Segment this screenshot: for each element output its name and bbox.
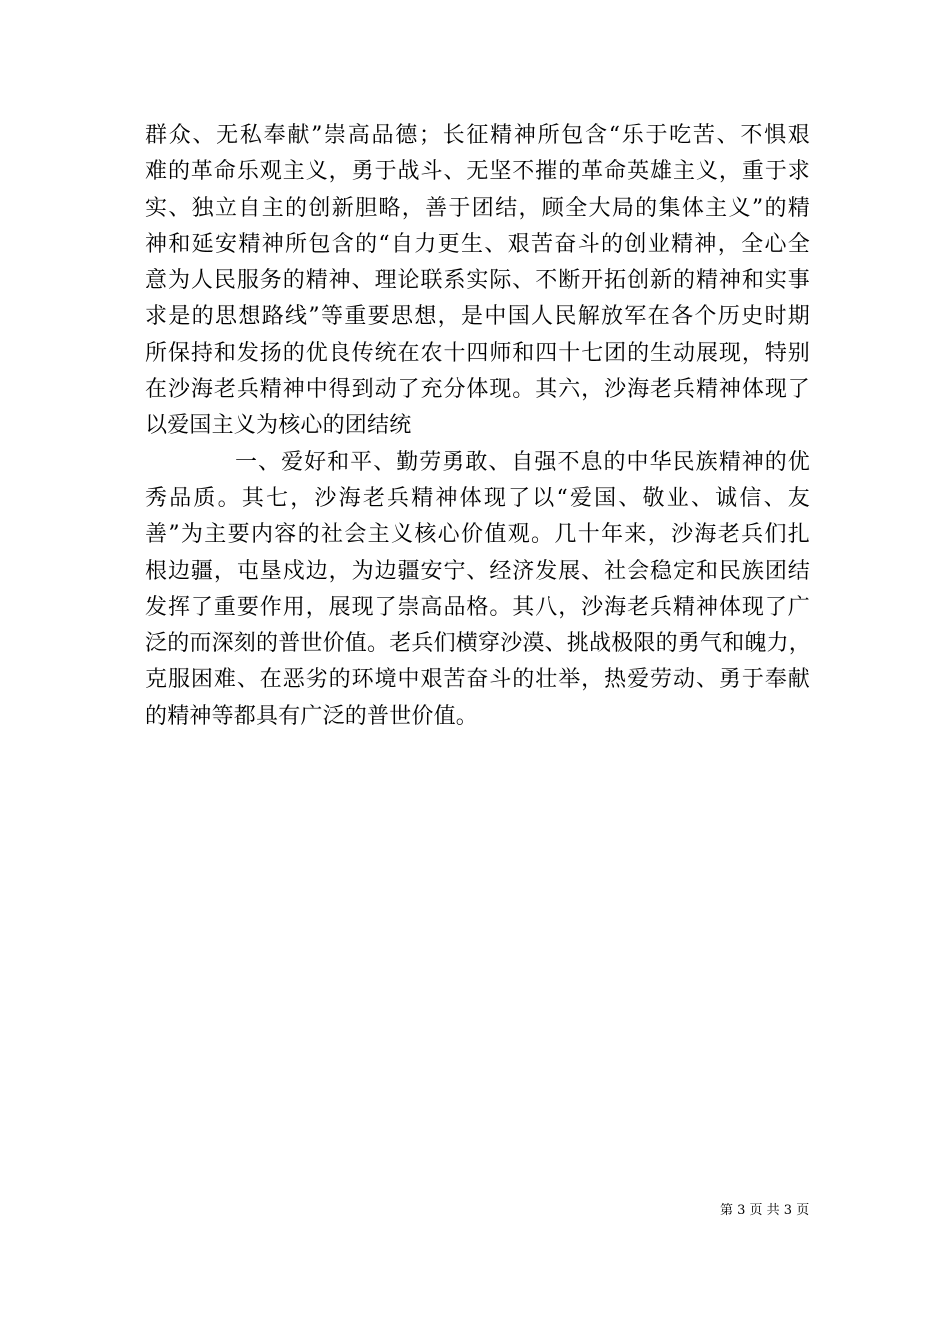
text-line: 实、独立自主的创新胆略，善于团结，顾全大局的集体主义”的精 (145, 195, 810, 221)
text-line: 发挥了重要作用，展现了崇高品格。其八，沙海老兵精神体现了广 (145, 594, 810, 620)
text-line: 神和延安精神所包含的“自力更生、艰苦奋斗的创业精神，全心全 (145, 231, 810, 257)
body-text (145, 118, 810, 735)
text-line: 一、爱好和平、勤劳勇敢、自强不息的中华民族精神的优 (235, 449, 810, 475)
text-line: 以爱国主义为核心的团结统 (145, 413, 412, 439)
text-line: 根边疆，屯垦戍边，为边疆安宁、经济发展、社会稳定和民族团结 (145, 558, 810, 584)
text-line: 秀品质。其七，沙海老兵精神体现了以“爱国、敬业、诚信、友 (145, 485, 810, 511)
text-line: 难的革命乐观主义，勇于战斗、无坚不摧的革命英雄主义，重于求 (145, 159, 810, 185)
text-line: 所保持和发扬的优良传统在农十四师和四十七团的生动展现，特别 (145, 340, 810, 366)
text-line: 善”为主要内容的社会主义核心价值观。几十年来，沙海老兵们扎 (145, 522, 810, 548)
text-line: 群众、无私奉献”崇高品德；长征精神所包含“乐于吃苦、不惧艰 (145, 123, 810, 148)
text-line: 泛的而深刻的普世价值。老兵们横穿沙漠、挑战极限的勇气和魄力， (145, 631, 812, 657)
text-line: 求是的思想路线”等重要思想，是中国人民解放军在各个历史时期 (145, 304, 810, 330)
text-line: 的精神等都具有广泛的普世价值。 (145, 703, 479, 729)
text-line: 意为人民服务的精神、理论联系实际、不断开拓创新的精神和实事 (145, 268, 810, 294)
text-line: 克服困难、在恶劣的环境中艰苦奋斗的壮举，热爱劳动、勇于奉献 (145, 667, 810, 693)
text-line: 在沙海老兵精神中得到动了充分体现。其六，沙海老兵精神体现了 (145, 377, 810, 403)
page-number: 第 3 页 共 3 页 (720, 1203, 810, 1218)
